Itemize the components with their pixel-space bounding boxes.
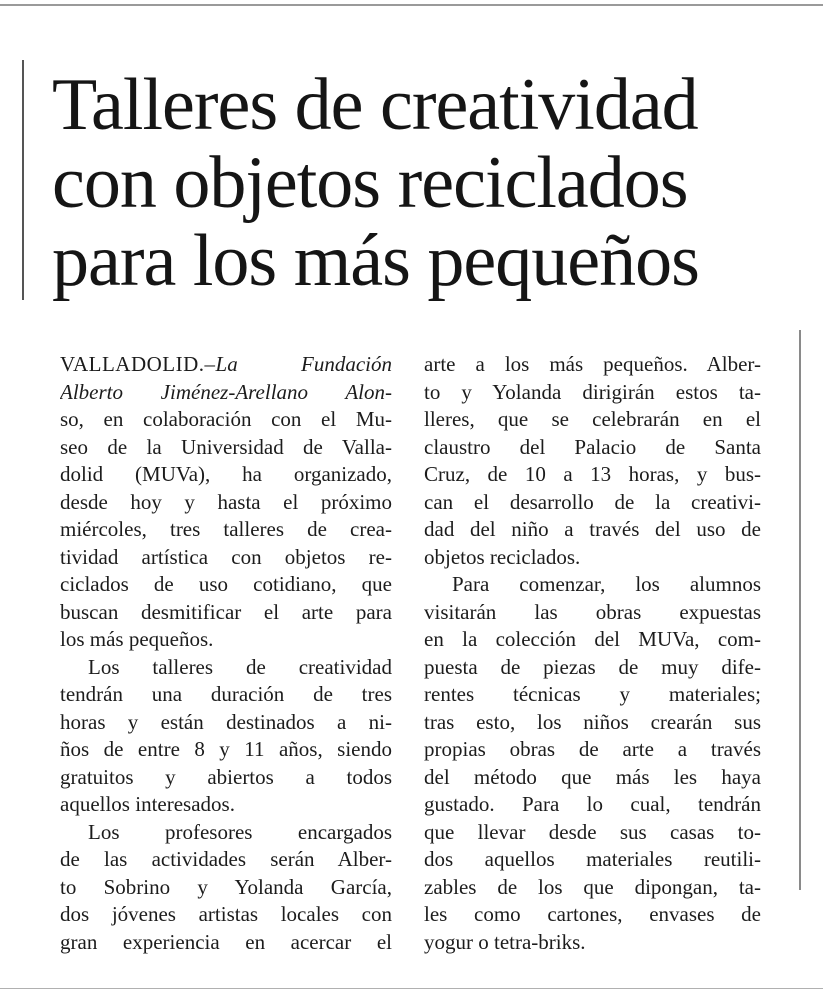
body-line: buscan desmitificar el arte para — [60, 599, 392, 624]
body-line: desde hoy y hasta el próximo — [60, 489, 392, 514]
body-line: en la colección del MUVa, com- — [424, 627, 761, 651]
article-headline — [52, 66, 797, 300]
body-line: los más pequeños. — [60, 627, 214, 651]
body-line: yogur o tetra-briks. — [424, 929, 586, 954]
lead-italic: La Fundación — [215, 352, 392, 376]
body-line: gustado. Para lo cual, tendrán — [424, 792, 761, 816]
article-column-right — [424, 351, 761, 956]
body-line: del método que más les haya — [424, 764, 761, 789]
body-line: que llevar desde sus casas to- — [424, 819, 761, 844]
body-line: aquellos interesados. — [60, 792, 235, 816]
body-line: dos jóvenes artistas locales con — [60, 902, 392, 926]
body-line: ños de entre 8 y 11 años, siendo — [60, 737, 392, 761]
body-line: visitarán las obras expuestas — [424, 599, 761, 624]
body-line: to y Yolanda dirigirán estos ta- — [424, 379, 761, 404]
body-line: tras esto, los niños crearán sus — [424, 709, 761, 734]
headline-line: Talleres de creatividad — [52, 64, 698, 146]
body-line: lleres, que se celebrarán en el — [424, 407, 761, 431]
body-line: rentes técnicas y materiales; — [424, 682, 761, 706]
body-line: zables de los que dipongan, ta- — [424, 874, 761, 899]
body-line: Los profesores encargados — [88, 819, 392, 844]
scan-top-edge — [0, 4, 823, 6]
article-column-left — [60, 351, 392, 956]
body-line: Los talleres de creatividad — [88, 654, 392, 679]
body-line: puesta de piezas de muy dife- — [424, 654, 761, 679]
body-line: de las actividades serán Alber- — [60, 847, 392, 871]
dateline: VALLADOLID.– — [60, 352, 216, 376]
body-line: miércoles, tres talleres de crea- — [60, 517, 392, 541]
body-line: propias obras de arte a través — [424, 737, 761, 761]
body-line: dad del niño a través del uso de — [424, 517, 761, 541]
scan-left-rule — [22, 60, 24, 300]
headline-line: para los más pequeños — [52, 220, 699, 302]
body-line: Cruz, de 10 a 13 horas, y bus- — [424, 462, 761, 486]
body-line: gratuitos y abiertos a todos — [60, 764, 392, 789]
body-line: tendrán una duración de tres — [60, 682, 392, 706]
body-line: ciclados de uso cotidiano, que — [60, 572, 392, 596]
body-line: gran experiencia en acercar el — [60, 929, 392, 954]
body-line: can el desarrollo de la creativi- — [424, 489, 761, 514]
body-line: to Sobrino y Yolanda García, — [60, 874, 392, 899]
scan-right-rule — [799, 330, 801, 890]
body-line: objetos reciclados. — [424, 544, 581, 569]
scan-bottom-edge — [0, 988, 823, 989]
body-line: Alberto Jiménez-Arellano Alon- — [60, 379, 392, 404]
body-line: tividad artística con objetos re- — [60, 544, 392, 569]
body-line: dolid (MUVa), ha organizado, — [60, 462, 392, 486]
body-line: claustro del Palacio de Santa — [424, 434, 761, 459]
body-line: seo de la Universidad de Valla- — [60, 434, 392, 459]
dateline-line — [60, 351, 392, 379]
body-line: dos aquellos materiales reutili- — [424, 847, 761, 871]
body-line: Para comenzar, los alumnos — [452, 572, 761, 596]
headline-line: con objetos reciclados — [52, 142, 688, 224]
body-line: horas y están destinados a ni- — [60, 709, 392, 734]
body-line: arte a los más pequeños. Alber- — [424, 352, 761, 376]
body-line: so, en colaboración con el Mu- — [60, 407, 392, 431]
body-line: les como cartones, envases de — [424, 902, 761, 926]
